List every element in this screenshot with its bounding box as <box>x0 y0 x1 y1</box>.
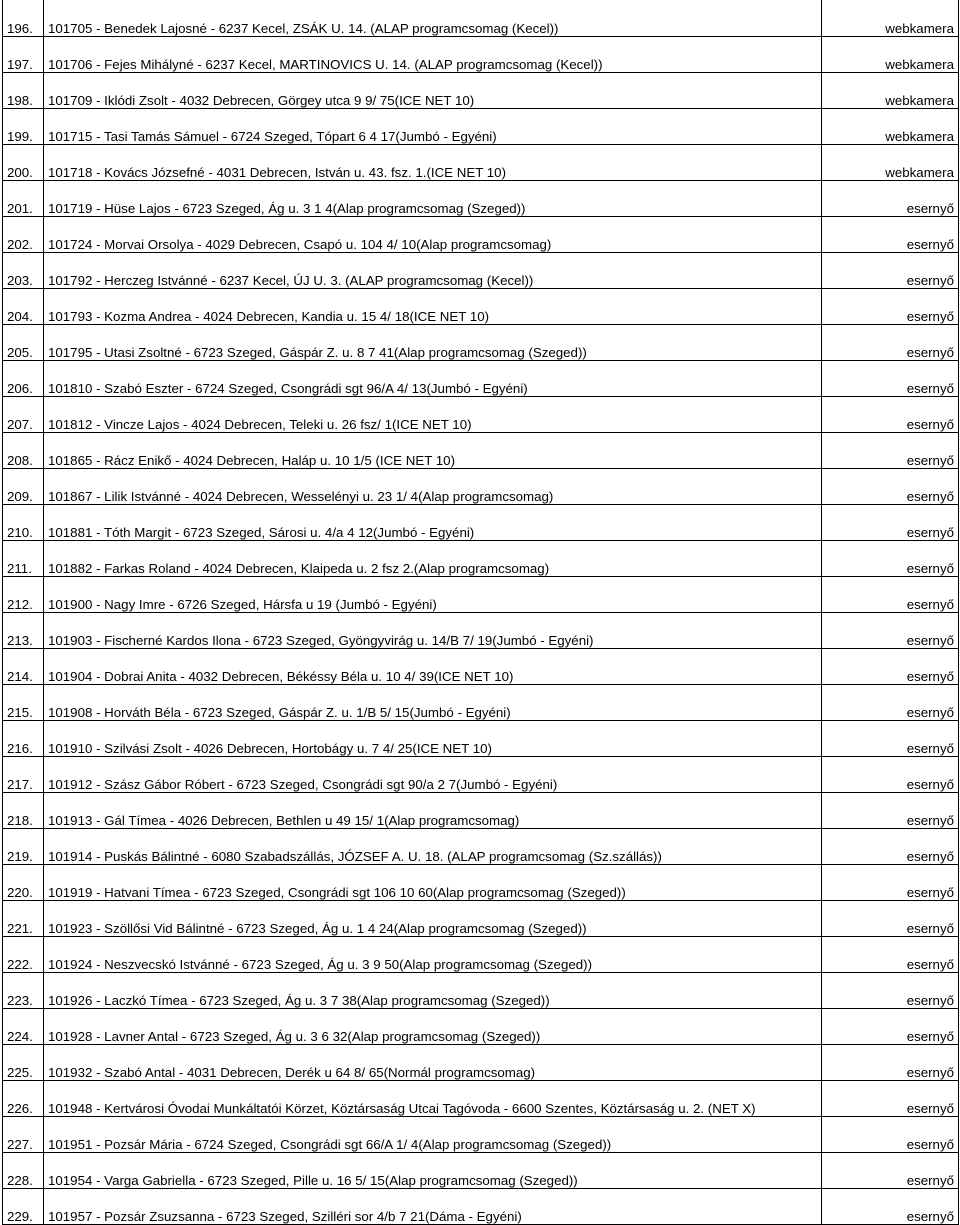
winner-description: 101904 - Dobrai Anita - 4032 Debrecen, Békéssy Béla u. 10 4/ 39(ICE NET 10) <box>44 648 822 684</box>
prize-cell: esernyő <box>822 360 959 396</box>
winner-description: 101709 - Iklódi Zsolt - 4032 Debrecen, Görgey utca 9 9/ 75(ICE NET 10) <box>44 72 822 108</box>
row-number: 204. <box>3 288 44 324</box>
winner-description: 101912 - Szász Gábor Róbert - 6723 Szeged, Csongrádi sgt 90/a 2 7(Jumbó - Egyéni) <box>44 756 822 792</box>
winner-description: 101951 - Pozsár Mária - 6724 Szeged, Csongrádi sgt 66/A 1/ 4(Alap programcsomag (Szeged)) <box>44 1116 822 1152</box>
table-row <box>3 72 959 108</box>
winner-description: 101795 - Utasi Zsoltné - 6723 Szeged, Gáspár Z. u. 8 7 41(Alap programcsomag (Szeged)) <box>44 324 822 360</box>
table-row <box>3 468 959 504</box>
row-number: 198. <box>3 72 44 108</box>
row-number: 202. <box>3 216 44 252</box>
row-number: 197. <box>3 36 44 72</box>
prize-cell: esernyő <box>822 252 959 288</box>
row-number: 218. <box>3 792 44 828</box>
winner-description: 101913 - Gál Tímea - 4026 Debrecen, Bethlen u 49 15/ 1(Alap programcsomag) <box>44 792 822 828</box>
table-row <box>3 504 959 540</box>
prize-cell: esernyő <box>822 828 959 864</box>
prize-cell: esernyő <box>822 288 959 324</box>
row-number: 205. <box>3 324 44 360</box>
row-number: 224. <box>3 1008 44 1044</box>
row-number: 222. <box>3 936 44 972</box>
row-number: 214. <box>3 648 44 684</box>
table-row <box>3 288 959 324</box>
winner-description: 101867 - Lilik Istvánné - 4024 Debrecen, Wesselényi u. 23 1/ 4(Alap programcsomag) <box>44 468 822 504</box>
winner-description: 101919 - Hatvani Tímea - 6723 Szeged, Csongrádi sgt 106 10 60(Alap programcsomag (Szeged)) <box>44 864 822 900</box>
prize-cell: esernyő <box>822 396 959 432</box>
prize-cell: esernyő <box>822 468 959 504</box>
winner-description: 101865 - Rácz Enikő - 4024 Debrecen, Haláp u. 10 1/5 (ICE NET 10) <box>44 432 822 468</box>
row-number: 226. <box>3 1080 44 1116</box>
table-row <box>3 1188 959 1224</box>
winner-description: 101719 - Hüse Lajos - 6723 Szeged, Ág u. 3 1 4(Alap programcsomag (Szeged)) <box>44 180 822 216</box>
winner-description: 101718 - Kovács Józsefné - 4031 Debrecen, István u. 43. fsz. 1.(ICE NET 10) <box>44 144 822 180</box>
table-row <box>3 720 959 756</box>
prize-cell: esernyő <box>822 684 959 720</box>
winner-description: 101792 - Herczeg Istvánné - 6237 Kecel, ÚJ U. 3. (ALAP programcsomag (Kecel)) <box>44 252 822 288</box>
row-number: 227. <box>3 1116 44 1152</box>
table-row <box>3 324 959 360</box>
winner-description: 101900 - Nagy Imre - 6726 Szeged, Hársfa u 19 (Jumbó - Egyéni) <box>44 576 822 612</box>
row-number: 223. <box>3 972 44 1008</box>
winner-description: 101793 - Kozma Andrea - 4024 Debrecen, Kandia u. 15 4/ 18(ICE NET 10) <box>44 288 822 324</box>
row-number: 196. <box>3 0 44 36</box>
table-row <box>3 900 959 936</box>
prize-cell: esernyő <box>822 1080 959 1116</box>
prize-cell: webkamera <box>822 72 959 108</box>
table-row <box>3 0 959 36</box>
prize-cell: webkamera <box>822 36 959 72</box>
table-row <box>3 36 959 72</box>
row-number: 228. <box>3 1152 44 1188</box>
winner-description: 101724 - Morvai Orsolya - 4029 Debrecen, Csapó u. 104 4/ 10(Alap programcsomag) <box>44 216 822 252</box>
winner-description: 101705 - Benedek Lajosné - 6237 Kecel, ZSÁK U. 14. (ALAP programcsomag (Kecel)) <box>44 0 822 36</box>
table-row <box>3 648 959 684</box>
prize-cell: webkamera <box>822 0 959 36</box>
prize-cell: esernyő <box>822 1152 959 1188</box>
table-row <box>3 684 959 720</box>
table-row <box>3 1080 959 1116</box>
prize-cell: esernyő <box>822 864 959 900</box>
row-number: 199. <box>3 108 44 144</box>
winner-description: 101908 - Horváth Béla - 6723 Szeged, Gáspár Z. u. 1/B 5/ 15(Jumbó - Egyéni) <box>44 684 822 720</box>
table-row <box>3 864 959 900</box>
prize-cell: esernyő <box>822 900 959 936</box>
prize-cell: esernyő <box>822 1188 959 1224</box>
winner-description: 101882 - Farkas Roland - 4024 Debrecen, Klaipeda u. 2 fsz 2.(Alap programcsomag) <box>44 540 822 576</box>
row-number: 225. <box>3 1044 44 1080</box>
table-row <box>3 108 959 144</box>
winner-description: 101810 - Szabó Eszter - 6724 Szeged, Csongrádi sgt 96/A 4/ 13(Jumbó - Egyéni) <box>44 360 822 396</box>
row-number: 208. <box>3 432 44 468</box>
prize-cell: esernyő <box>822 576 959 612</box>
table-row <box>3 252 959 288</box>
winner-description: 101715 - Tasi Tamás Sámuel - 6724 Szeged, Tópart 6 4 17(Jumbó - Egyéni) <box>44 108 822 144</box>
prize-cell: esernyő <box>822 324 959 360</box>
winner-description: 101924 - Neszvecskó Istvánné - 6723 Szeged, Ág u. 3 9 50(Alap programcsomag (Szeged)) <box>44 936 822 972</box>
row-number: 207. <box>3 396 44 432</box>
prize-cell: esernyő <box>822 648 959 684</box>
winner-description: 101957 - Pozsár Zsuzsanna - 6723 Szeged, Szilléri sor 4/b 7 21(Dáma - Egyéni) <box>44 1188 822 1224</box>
table-row <box>3 612 959 648</box>
row-number: 203. <box>3 252 44 288</box>
row-number: 220. <box>3 864 44 900</box>
row-number: 211. <box>3 540 44 576</box>
row-number: 200. <box>3 144 44 180</box>
row-number: 219. <box>3 828 44 864</box>
winners-table-body <box>3 0 959 1224</box>
prize-cell: webkamera <box>822 108 959 144</box>
row-number: 215. <box>3 684 44 720</box>
table-row <box>3 360 959 396</box>
winner-description: 101948 - Kertvárosi Óvodai Munkáltatói Körzet, Köztársaság Utcai Tagóvoda - 6600 Szentes, Köztársaság u. 2. (NET X) <box>44 1080 822 1116</box>
winner-description: 101928 - Lavner Antal - 6723 Szeged, Ág u. 3 6 32(Alap programcsomag (Szeged)) <box>44 1008 822 1044</box>
prize-cell: esernyő <box>822 1116 959 1152</box>
prize-cell: esernyő <box>822 792 959 828</box>
row-number: 216. <box>3 720 44 756</box>
winner-description: 101903 - Fischerné Kardos Ilona - 6723 Szeged, Gyöngyvirág u. 14/B 7/ 19(Jumbó - Egyéni) <box>44 612 822 648</box>
table-row <box>3 180 959 216</box>
prize-cell: esernyő <box>822 216 959 252</box>
table-row <box>3 756 959 792</box>
row-number: 201. <box>3 180 44 216</box>
row-number: 212. <box>3 576 44 612</box>
table-row <box>3 576 959 612</box>
row-number: 229. <box>3 1188 44 1224</box>
prize-cell: esernyő <box>822 432 959 468</box>
winner-description: 101923 - Szöllősi Vid Bálintné - 6723 Szeged, Ág u. 1 4 24(Alap programcsomag (Szeged)) <box>44 900 822 936</box>
prize-cell: esernyő <box>822 504 959 540</box>
table-row <box>3 972 959 1008</box>
table-row <box>3 1152 959 1188</box>
prize-cell: esernyő <box>822 936 959 972</box>
table-row <box>3 540 959 576</box>
row-number: 213. <box>3 612 44 648</box>
row-number: 206. <box>3 360 44 396</box>
table-row <box>3 1116 959 1152</box>
table-row <box>3 1008 959 1044</box>
prize-cell: webkamera <box>822 144 959 180</box>
table-row <box>3 216 959 252</box>
winners-table <box>2 0 959 1225</box>
table-row <box>3 1044 959 1080</box>
prize-cell: esernyő <box>822 1008 959 1044</box>
winner-description: 101914 - Puskás Bálintné - 6080 Szabadszállás, JÓZSEF A. U. 18. (ALAP programcsomag (Sz.szállás)) <box>44 828 822 864</box>
row-number: 209. <box>3 468 44 504</box>
winner-description: 101954 - Varga Gabriella - 6723 Szeged, Pille u. 16 5/ 15(Alap programcsomag (Szeged)) <box>44 1152 822 1188</box>
winner-description: 101932 - Szabó Antal - 4031 Debrecen, Derék u 64 8/ 65(Normál programcsomag) <box>44 1044 822 1080</box>
prize-cell: esernyő <box>822 180 959 216</box>
table-row <box>3 432 959 468</box>
prize-cell: esernyő <box>822 756 959 792</box>
prize-cell: esernyő <box>822 1044 959 1080</box>
table-row <box>3 828 959 864</box>
prize-cell: esernyő <box>822 972 959 1008</box>
table-row <box>3 936 959 972</box>
table-row <box>3 144 959 180</box>
winner-description: 101706 - Fejes Mihályné - 6237 Kecel, MARTINOVICS U. 14. (ALAP programcsomag (Kecel)) <box>44 36 822 72</box>
row-number: 210. <box>3 504 44 540</box>
winner-description: 101881 - Tóth Margit - 6723 Szeged, Sárosi u. 4/a 4 12(Jumbó - Egyéni) <box>44 504 822 540</box>
table-row <box>3 792 959 828</box>
winner-description: 101910 - Szilvási Zsolt - 4026 Debrecen, Hortobágy u. 7 4/ 25(ICE NET 10) <box>44 720 822 756</box>
table-row <box>3 396 959 432</box>
winner-description: 101926 - Laczkó Tímea - 6723 Szeged, Ág u. 3 7 38(Alap programcsomag (Szeged)) <box>44 972 822 1008</box>
winner-description: 101812 - Vincze Lajos - 4024 Debrecen, Teleki u. 26 fsz/ 1(ICE NET 10) <box>44 396 822 432</box>
prize-cell: esernyő <box>822 612 959 648</box>
row-number: 221. <box>3 900 44 936</box>
row-number: 217. <box>3 756 44 792</box>
prize-cell: esernyő <box>822 720 959 756</box>
prize-cell: esernyő <box>822 540 959 576</box>
